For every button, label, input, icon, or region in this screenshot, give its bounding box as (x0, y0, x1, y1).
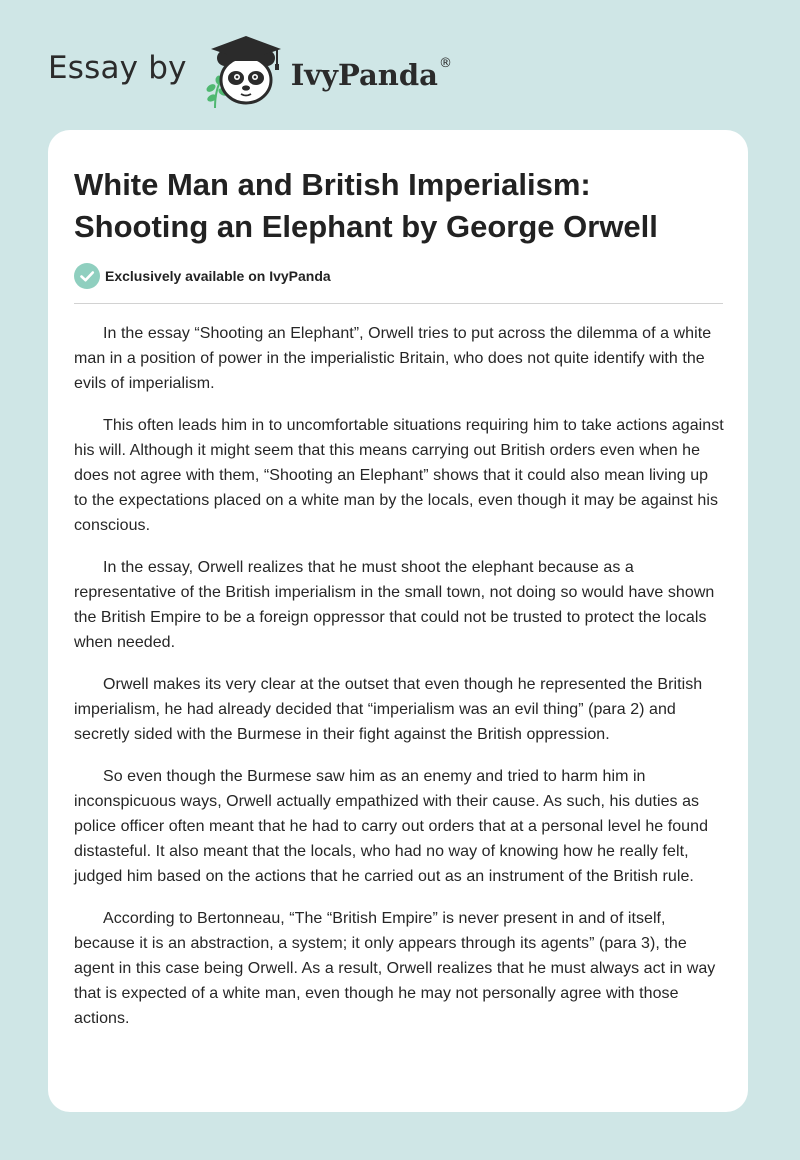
essay-body (74, 321, 726, 1048)
registered-mark: ® (438, 55, 452, 71)
paragraph: So even though the Burmese saw him as an enemy and tried to harm him in inconspicuous ways, Orwell actually empathized with their cause. As such, his duties as police officer often meant that he had to carry out orders that at a personal level he found distasteful. It also meant that the locals, who had no way of knowing how he really felt, judged him based on the actions that he carried out as an instrument of the British rule. (74, 768, 709, 885)
essay-card (48, 130, 748, 1112)
paragraph: Orwell makes its very clear at the outset that even though he represented the British imperialism, he had already decided that “imperialism was an evil thing” (para 2) and secretly sided with the Burmese in their fight against the British oppression. (74, 676, 703, 743)
badge-text: Exclusively available on IvyPanda (105, 268, 331, 284)
paragraph: According to Bertonneau, “The “British Empire” is never present in and of itself, because it is an abstraction, a system; it only appears through its agents” (para 3), the agent in this case being Orwell. As a result, Orwell realizes that he must always act in way that is expected of a white man, even though he may not personally agree with those actions. (74, 910, 716, 1027)
paragraph: In the essay, Orwell realizes that he must shoot the elephant because as a representative of the British imperialism in the small town, not doing so would have shown the British Empire to be a foreign oppressor that could not be trusted to protect the locals when needed. (74, 559, 715, 651)
divider (74, 303, 723, 304)
paragraph: This often leads him in to uncomfortable situations requiring him to take actions against his will. Although it might seem that this means carrying out British orders even when he does not agree with them, “Shooting an Elephant” shows that it could also mean living up to the expectations placed on a white man by the locals, even though it may be against his conscious. (74, 417, 724, 534)
paragraph: In the essay “Shooting an Elephant”, Orwell tries to put across the dilemma of a white man in a position of power in the imperialistic Britain, who does not quite identify with the evils of imperialism. (74, 325, 712, 392)
page-title: White Man and British Imperialism: Shooting an Elephant by George Orwell (74, 167, 658, 244)
exclusive-badge (74, 263, 331, 289)
brand-header[interactable] (48, 34, 452, 110)
check-circle-icon (74, 263, 100, 289)
brand-prefix: Essay by (48, 50, 187, 86)
brand-name: IvyPanda (290, 58, 438, 92)
panda-graduation-cap-icon (201, 34, 287, 110)
